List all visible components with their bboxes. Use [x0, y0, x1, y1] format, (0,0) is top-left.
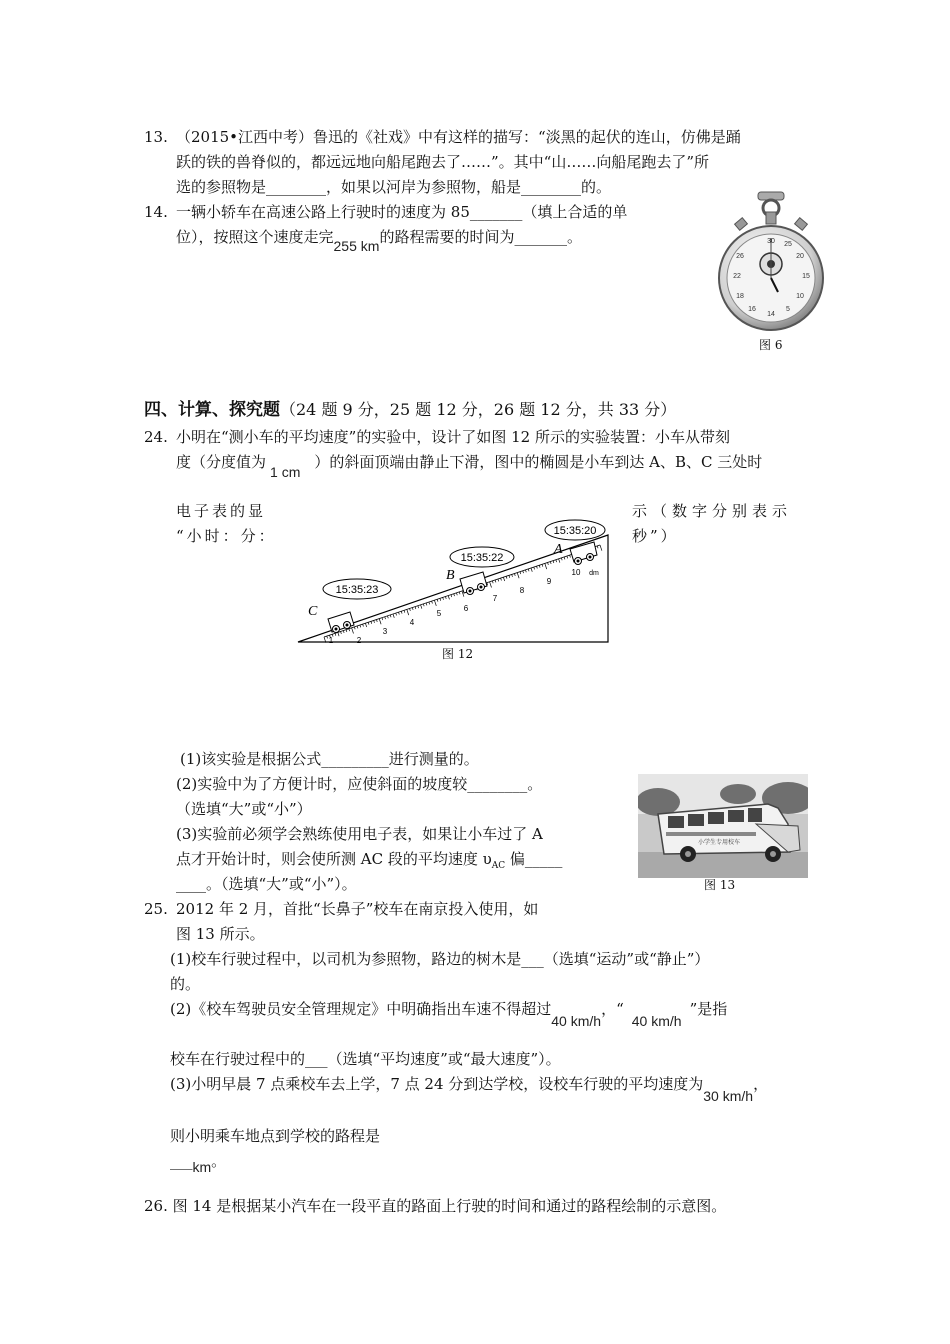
- ruler-tick: [343, 631, 344, 633]
- ruler-tick: [404, 610, 405, 612]
- q24-sub3-line3: ____。（选填“大”或“小”）。: [176, 875, 357, 893]
- ruler-tick: [346, 630, 347, 632]
- q25-line1: 2012 年 2 月，首批“长鼻子”校车在南京投入使用，如: [176, 900, 539, 918]
- q25-sub3-line3: [170, 1152, 227, 1175]
- ruler-tick: [365, 623, 366, 627]
- q24-sub3-blank: 偏_____: [505, 850, 563, 868]
- ruler-tick: [387, 616, 388, 618]
- q24-line2: [176, 453, 763, 480]
- ruler-tick: [368, 622, 369, 624]
- section-4-heading: [144, 400, 676, 420]
- figure-12-incline: [290, 515, 620, 650]
- q14-line2: [176, 228, 582, 254]
- q25-sub1: (1)校车行驶过程中，以司机为参照物，路边的树木是___（选填“运动”或“静止”）: [170, 950, 710, 968]
- q25-sub3-text: (3)小明早晨 7 点乘校车去上学，7 点 24 分到达学校，设校车行驶的平均速度为: [170, 1075, 704, 1093]
- ruler-tick: [553, 561, 554, 563]
- tick-label: 7: [492, 594, 498, 603]
- q24-line1: 小明在“测小车的平均速度”的实验中，设计了如图 12 所示的实验装置：小车从带刻: [176, 428, 730, 446]
- ruler-tick: [548, 562, 549, 564]
- ruler-tick: [570, 555, 571, 557]
- ruler-tick: [421, 605, 422, 609]
- ruler-tick: [445, 597, 446, 599]
- ruler-tick: [440, 598, 441, 600]
- ruler-tick: [341, 631, 342, 633]
- figure-13-caption: 图 13: [704, 878, 736, 892]
- ruler-tick: [360, 625, 361, 627]
- ruler-tick: [443, 597, 444, 599]
- clock-time-a: 15:35:20: [553, 525, 597, 537]
- ruler-tick: [432, 601, 433, 603]
- cart-b: [460, 572, 487, 595]
- q14-line2-text-a: 位），按照这个速度走完: [176, 228, 334, 246]
- q25-speed-limit-2: 40 km/h: [631, 1013, 682, 1029]
- ruler-tick: [506, 576, 507, 578]
- q25-line2: 图 13 所示。: [176, 925, 265, 943]
- ruler-tick: [407, 609, 409, 615]
- ruler-tick: [437, 599, 438, 601]
- ruler-tick: [495, 580, 496, 582]
- ruler-tick: [401, 611, 402, 613]
- dial-label: 15: [802, 273, 810, 280]
- ruler-tick: [542, 564, 543, 566]
- ruler-tick: [412, 608, 413, 610]
- ruler-tick: [561, 558, 562, 560]
- cart-a: [570, 542, 597, 565]
- ruler-tick: [390, 615, 391, 617]
- dial-label: 26: [736, 253, 744, 260]
- ruler-tick: [396, 613, 397, 615]
- q14-line1: 一辆小轿车在高速公路上行驶时的速度为 85_______（填上合适的单: [176, 203, 628, 221]
- school-bus-photo: [638, 774, 808, 878]
- q25-sub3-line2: 则小明乘车地点到学校的路程是: [170, 1127, 381, 1145]
- figure-6-caption: 图 6: [759, 338, 783, 352]
- ruler-tick: [354, 627, 355, 629]
- ruler-tick: [520, 572, 521, 574]
- tick-label: 10: [571, 568, 581, 577]
- tick-label: 3: [382, 627, 388, 636]
- ruler-tick: [509, 575, 510, 577]
- dial-label: 5: [786, 306, 790, 313]
- q25-sub3-comma: ，: [753, 1075, 769, 1093]
- ruler-tick: [327, 636, 328, 638]
- ruler-tick: [399, 612, 400, 614]
- tick-label: 1: [328, 636, 334, 645]
- q25-sub3-line1: [170, 1075, 769, 1104]
- ruler-tick: [352, 628, 354, 634]
- ruler-tick: [459, 592, 460, 594]
- ruler-tick: [559, 559, 560, 563]
- ruler-tick: [525, 570, 526, 572]
- q13-line3: 选的参照物是________，如果以河岸为参照物，船是________的。: [176, 178, 612, 196]
- q25-speed-limit-1: 40 km/h: [551, 1013, 602, 1029]
- q24-sub3-line2: [176, 850, 562, 872]
- ruler-tick: [418, 606, 419, 608]
- ruler-tick: [539, 565, 540, 567]
- tick-label: 5: [436, 609, 442, 618]
- q24-left-text-2: “小时：分：: [176, 527, 277, 545]
- q13-number: 13.: [144, 128, 168, 146]
- q13-line2: 跃的铁的兽脊似的，都远远地向船尾跑去了……”。其中“山……向船尾跑去了”所: [176, 153, 710, 171]
- bus-side-text: 小学生专用校车: [698, 839, 741, 846]
- dial-label: 14: [767, 311, 775, 318]
- q24-number: 24.: [144, 428, 168, 446]
- q14-number: 14.: [144, 203, 168, 221]
- ruler-tick: [374, 620, 375, 622]
- q24-sub2-note: （选填“大”或“小”）: [176, 800, 312, 818]
- q24-right-text-2: 秒”）: [632, 527, 679, 545]
- q24-left-text-1: 电子表的显: [176, 502, 267, 520]
- ruler-tick: [423, 604, 424, 606]
- point-label-b: B: [446, 568, 455, 583]
- tick-label: 9: [546, 577, 552, 586]
- q24-line2-text-b: ）的斜面顶端由静止下滑，图中的椭圆是小车到达 A、B、C 三处时: [314, 453, 763, 471]
- dial-label: 30: [767, 238, 775, 245]
- ruler-unit: dm: [589, 570, 599, 577]
- ruler-tick: [451, 595, 452, 597]
- ruler-tick: [534, 567, 535, 569]
- ruler-tick: [550, 562, 551, 564]
- ruler-tick: [371, 621, 372, 623]
- tick-label: 8: [519, 586, 525, 595]
- point-label-c: C: [308, 604, 318, 619]
- dial-label: 16: [748, 306, 756, 313]
- tick-label: 4: [409, 618, 415, 627]
- ruler-tick: [335, 633, 336, 635]
- q25-km-unit: km: [192, 1159, 212, 1175]
- ruler-tick: [501, 578, 502, 580]
- q24-sub3-line1: (3)实验前必须学会熟练使用电子表，如果让小车过了 A: [176, 825, 543, 843]
- ruler-tick: [382, 618, 383, 620]
- dial-label: 10: [796, 293, 804, 300]
- point-label-a: A: [554, 542, 563, 557]
- q13-line1: （2015•江西中考）鲁迅的《社戏》中有这样的描写：“淡黑的起伏的连山，仿佛是踊: [176, 128, 741, 146]
- ruler-tick: [357, 626, 358, 628]
- ruler-tick: [434, 600, 436, 606]
- q25-sub2-line1: [170, 1000, 728, 1029]
- ruler-tick: [517, 573, 519, 579]
- q25-sub2-sep: ，“: [601, 1000, 624, 1018]
- q25-sub1-end: 的。: [170, 975, 201, 993]
- ruler-tick: [379, 619, 381, 625]
- ruler-tick: [410, 608, 411, 610]
- ruler-tick: [528, 569, 529, 571]
- q24-resolution-unit: 1 cm: [270, 464, 301, 480]
- q25-end-mark: 。: [211, 1152, 227, 1170]
- dial-label: 25: [784, 241, 792, 248]
- tick-label: 2: [356, 636, 362, 645]
- q24-sub3-subscript: AC: [491, 861, 506, 871]
- ruler-tick: [503, 577, 504, 581]
- clock-time-b: 15:35:22: [460, 552, 504, 564]
- ruler-tick: [514, 574, 515, 576]
- figure-12-caption: 图 12: [442, 647, 474, 661]
- q24-sub3-text: 点才开始计时，则会使所测 AC 段的平均速度 υ: [176, 850, 492, 868]
- ruler-tick: [567, 556, 568, 558]
- ruler-tick: [415, 607, 416, 609]
- ruler-tick: [512, 574, 513, 576]
- stopwatch-image: [716, 188, 826, 348]
- q25-answer-blank: ___: [170, 1152, 193, 1170]
- q25-average-speed: 30 km/h: [703, 1088, 754, 1104]
- ruler-tick: [556, 560, 557, 562]
- ruler-tick: [531, 568, 532, 572]
- ruler-tick: [363, 624, 364, 626]
- ruler-tick: [376, 620, 377, 622]
- ruler-tick: [600, 545, 602, 551]
- q26-line1: 26. 图 14 是根据某小汽车在一段平直的路面上行驶的时间和通过的路程绘制的示意图。: [144, 1197, 727, 1215]
- ruler-tick: [385, 617, 386, 619]
- q25-sub2-text: (2)《校车驾驶员安全管理规定》中明确指出车速不得超过: [170, 1000, 552, 1018]
- ruler-tick: [349, 629, 350, 631]
- ruler-tick: [456, 593, 457, 595]
- section-4-title: 四、计算、探究题: [144, 400, 280, 420]
- ruler-tick: [564, 557, 565, 559]
- ruler-tick: [448, 596, 449, 600]
- ruler-tick: [490, 582, 492, 588]
- q24-right-text-1: 示（数字分别表示: [632, 502, 793, 520]
- q14-distance-unit: 255 km: [333, 238, 380, 254]
- ruler-tick: [338, 632, 339, 636]
- q24-sub1: (1)该实验是根据公式_________进行测量的。: [180, 750, 479, 768]
- clock-time-c: 15:35:23: [335, 584, 379, 596]
- dial-label: 20: [796, 253, 804, 260]
- dial-label: 22: [733, 273, 741, 280]
- cart-c: [328, 612, 354, 633]
- q14-line2-text-b: 的路程需要的时间为_______。: [379, 228, 582, 246]
- ruler-tick: [454, 594, 455, 596]
- q25-sub2-text-b: ”是指: [689, 1000, 728, 1018]
- ruler-tick: [492, 581, 493, 583]
- tick-label: 6: [463, 604, 469, 613]
- dial-label: 18: [736, 293, 744, 300]
- section-4-detail: （24 题 9 分，25 题 12 分，26 题 12 分，共 33 分）: [280, 400, 677, 419]
- ruler-tick: [426, 603, 427, 605]
- q25-sub2-line2: 校车在行驶过程中的___（选填“平均速度”或“最大速度”）。: [170, 1050, 561, 1068]
- ruler-tick: [429, 602, 430, 604]
- q24-line2-text-a: 度（分度值为: [176, 453, 267, 471]
- q24-sub2: (2)实验中为了方便计时，应使斜面的坡度较________。: [176, 775, 543, 793]
- ruler-tick: [545, 563, 547, 569]
- ruler-tick: [537, 566, 538, 568]
- q25-number: 25.: [144, 900, 168, 918]
- ruler-tick: [393, 614, 394, 618]
- ruler-tick: [498, 579, 499, 581]
- ruler-tick: [523, 571, 524, 573]
- ruler-tick: [597, 546, 598, 548]
